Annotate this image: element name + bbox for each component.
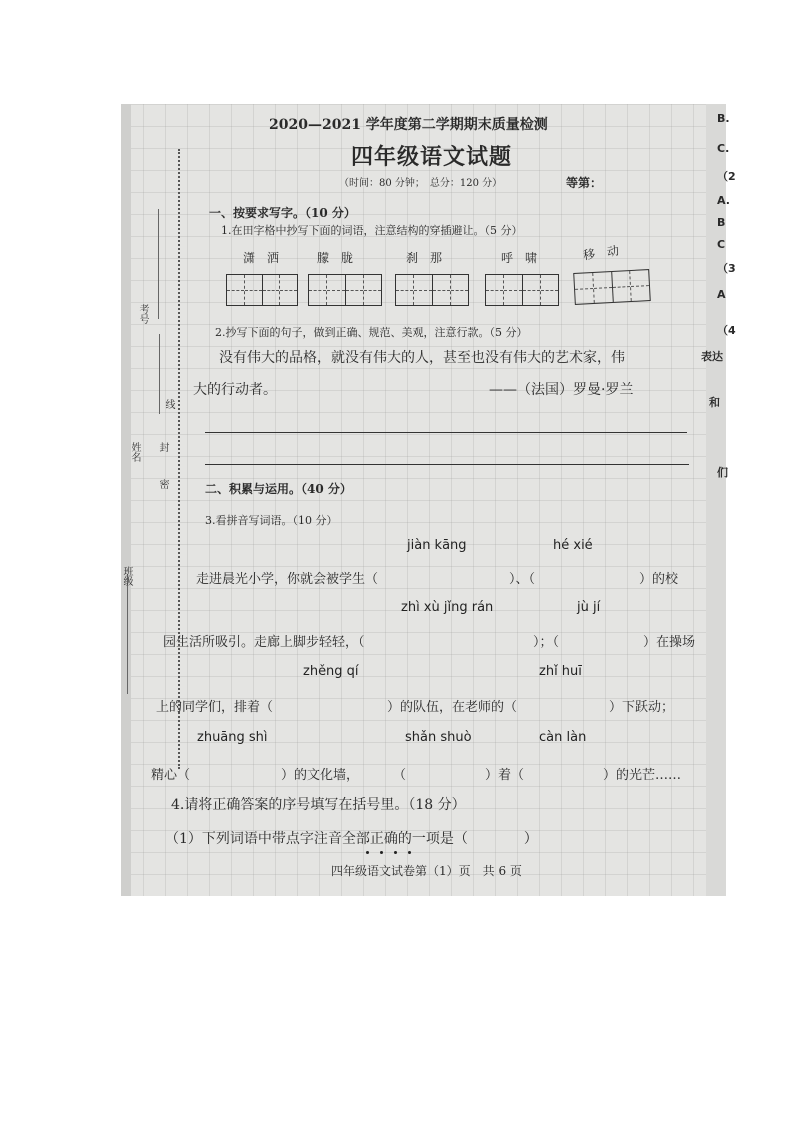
sentence-4d: ）着（ [485,768,525,783]
exam-subtitle: 四年级语文试题 [351,144,513,170]
margin-text: 表达 [701,350,723,363]
writing-grid-1[interactable] [226,274,298,306]
exam-no-line [158,209,159,319]
writing-grid-4[interactable] [485,274,559,306]
question-2: 2.抄写下面的句子，做到正确、规范、美观，注意行款。（5 分） [215,326,528,339]
sentence-4b: ）的文化墙， [281,768,360,783]
section1-heading: 一、按要求写字。（10 分） [209,206,356,220]
grade-label: 等第： [566,176,603,190]
seal-dense-text: 密 [157,479,168,489]
margin-text: 们 [717,466,728,479]
word-2: 朦 胧 [317,251,354,265]
copy-line-1[interactable] [205,432,687,433]
quote-line-2: 大的行动者。 [193,382,277,398]
sentence-4e: ）的光芒…… [603,768,682,783]
margin-text: （3 [717,262,736,275]
sentence-2c: ）在操场 [643,635,696,650]
margin-text: （2 [717,170,736,183]
word-1: 潇 洒 [243,251,280,265]
sentence-4a: 精心（ [151,768,191,783]
sentence-1a: 走进晨光小学，你就会被学生（ [196,572,379,587]
sentence-2b: ）；（ [533,635,560,650]
emphasis-dot [380,851,383,854]
exam-title: 2020—2021 学年度第二学期期末质量检测 [269,117,548,133]
margin-text: B. [717,112,730,125]
pinyin-hexie: hé xié [553,538,593,553]
margin-text: 和 [709,396,720,409]
question-4-1: （1）下列词语中带点字注音全部正确的一项是（ ） [165,831,538,847]
seal-line-text: 线 [163,399,174,409]
pinyin-zhuangshi: zhuāng shì [197,730,268,745]
sentence-1b: ）、（ [509,572,536,587]
pinyin-juji: jù jí [577,600,601,615]
photo-edge [121,104,131,896]
emphasis-dot [394,851,397,854]
margin-text: A. [717,194,730,207]
pinyin-jiankang: jiàn kāng [407,538,467,553]
quote-line-1: 没有伟大的品格，就没有伟大的人，甚至也没有伟大的艺术家，伟 [219,350,625,366]
pinyin-canlan: càn làn [539,730,587,745]
class-label: 班级 [121,566,132,586]
quote-author: ——（法国）罗曼·罗兰 [489,382,634,398]
question-4: 4.请将正确答案的序号填写在括号里。（18 分） [171,797,466,813]
seal-seal-text: 封 [157,442,168,452]
pinyin-zhixujingran: zhì xù jǐng rán [401,600,494,615]
question-1: 1.在田字格中抄写下面的词语，注意结构的穿插避让。（5 分） [221,224,523,237]
margin-text: A [717,288,726,301]
page-footer: 四年级语文试卷第（1）页 共 6 页 [331,864,522,878]
exam-no-label: 考号 [137,304,148,324]
pinyin-shanshuo: shǎn shuò [405,730,472,745]
writing-grid-3[interactable] [395,274,469,306]
section2-heading: 二、积累与运用。（40 分） [205,482,352,496]
sentence-1c: ）的校 [639,572,679,587]
margin-text: （4 [717,324,736,337]
sentence-3a: 上的同学们，排着（ [156,700,274,715]
writing-grid-5[interactable] [573,269,651,305]
sentence-3c: ）下跃动； [609,700,675,715]
sentence-3b: ）的队伍，在老师的（ [387,700,518,715]
name-line [159,334,160,414]
pinyin-zhihui: zhǐ huī [539,664,582,679]
margin-text: C. [717,142,730,155]
word-3: 刹 那 [406,251,443,265]
exam-photo [121,104,736,896]
exam-info: （时间：80 分钟； 总分：120 分） [339,178,503,189]
binding-dotted-line [178,149,180,769]
writing-grid-2[interactable] [308,274,382,306]
sentence-2a: 园生活所吸引。走廊上脚步轻轻，（ [163,635,365,650]
sentence-4c: （ [393,768,407,783]
emphasis-dot [408,851,411,854]
pinyin-zhengqi: zhěng qí [303,664,359,679]
copy-line-2[interactable] [205,464,689,465]
question-3: 3.看拼音写词语。（10 分） [205,514,338,527]
name-label: 姓名 [129,442,140,462]
emphasis-dot [366,851,369,854]
class-line [127,574,128,694]
word-4: 呼 啸 [501,251,538,265]
margin-text: B [717,216,726,229]
word-5: 移 动 [582,243,620,263]
margin-text: C [717,238,726,251]
